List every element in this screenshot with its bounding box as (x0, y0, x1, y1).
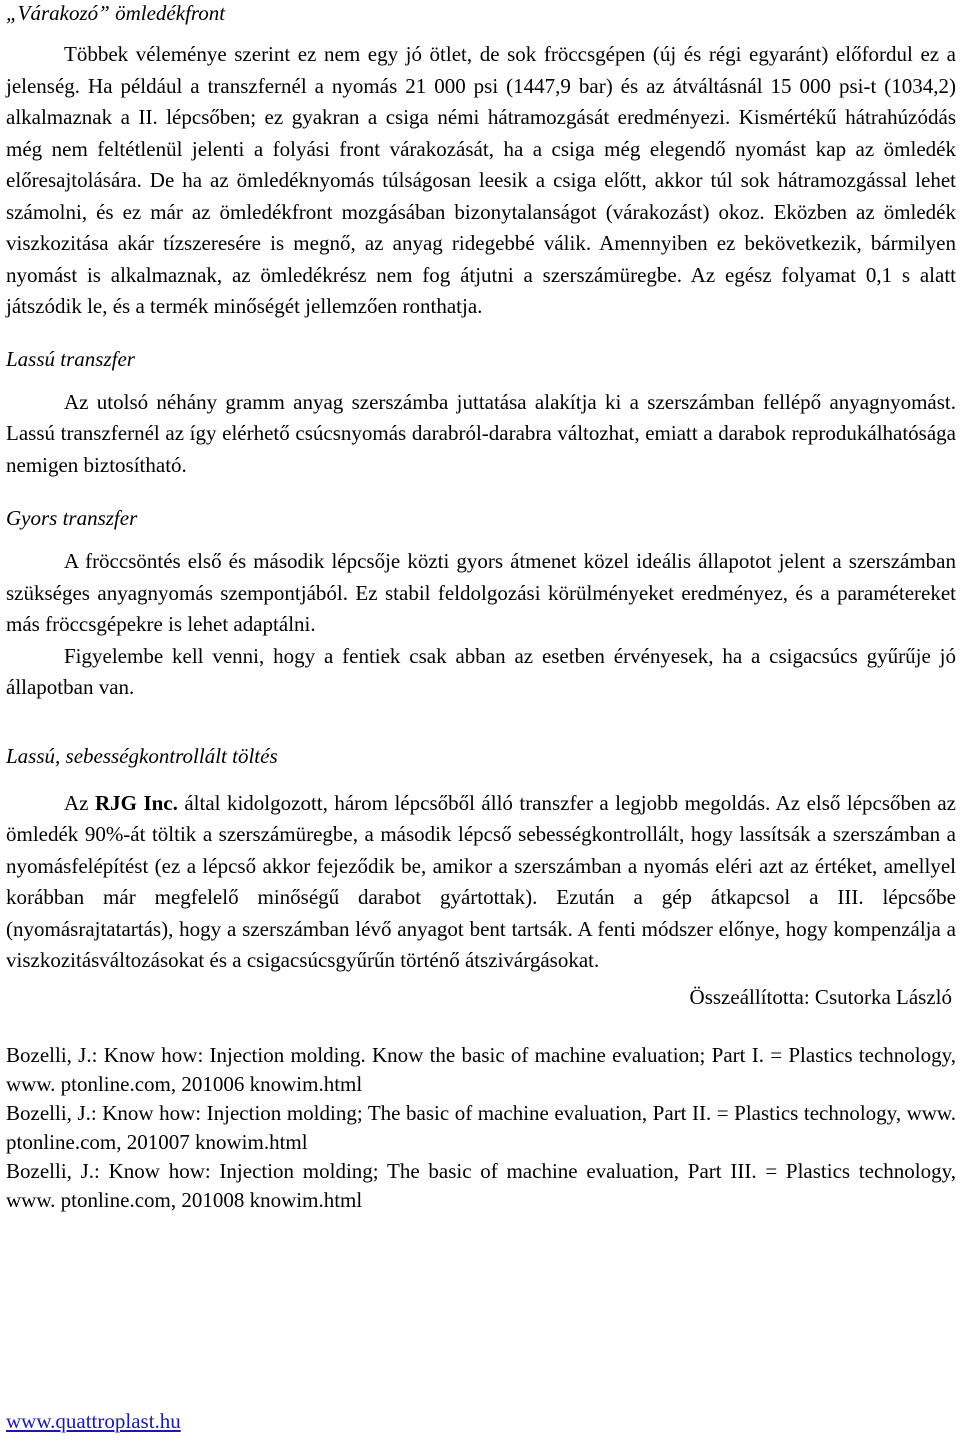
paragraph-varakozo: Többek véleménye szerint ez nem egy jó ötlet, de sok fröccsgépen (új és régi egyaránt) előfordul ez a jelenség. Ha például a transzfernél a nyomás 21 000 psi (1447,9 bar) és az átváltásnál 15 000 psi-t (1034,2) alkalmaznak a II. lépcsőben; ez gyakran a csiga némi hátramozgását eredményezi. Kismértékű hátrahúzódás még nem feltétlenül jelenti a folyási front várakozását, ha a csiga még elegendő nyomást kap az ömledék előresajtolására. De ha az ömledéknyomás túlságosan leesik a csiga előtt, akkor túl sok hátramozgással lehet számolni, és ez már az ömledékfront mozgásában bizonytalanságot (várakozást) okoz. Eközben az ömledék viszkozitása akár tízszeresére is megnő, az anyag ridegebbé válik. Amennyiben ez bekövetkezik, bármilyen nyomást is alkalmaznak, az ömledékrész nem fog átjutni a szerszámüregbe. Az egész folyamat 0,1 s alatt játszódik le, és a termék minőségét jellemzően ronthatja. (6, 42, 956, 318)
section-heading-sebessegkontrollalt: Lassú, sebességkontrollált töltés (6, 743, 278, 768)
paragraph-prefix: Az (64, 790, 95, 815)
paragraph-gyors-transzfer-1: A fröccsöntés első és második lépcsője közti gyors átmenet közel ideális állapotot jelent a szerszámban szükséges anyagnyomás szempontjából. Ez stabil feldolgozási körülményeket eredményez, és a paramétereket más fröccsgépekre is lehet adaptálni. (6, 549, 956, 636)
paragraph-rest: által kidolgozott, három lépcsőből álló transzfer a legjobb megoldás. Az első lépcsőben az ömledék 90%-át töltik a szerszámüregbe, a második lépcső sebességkontrollált, hogy lassítsák a szerszámban a nyomásfelépítést (ez a lépcső akkor fejeződik be, amikor a szerszámban a nyomás eléri azt az értéket, amellyel korábban már megfelelő minőségű darabot gyártottak). Ezután a gép átkapcsol a III. lépcsőbe (nyomásrajtatartás), hogy a szerszámban lévő anyagot bent tartsák. A fenti módszer előnye, hogy kompenzálja a viszkozitásváltozásokat és a csigacsúcsgyűrűn történő átszivárgásokat. (6, 790, 956, 972)
document-page (6, 0, 956, 1215)
paragraph-lassu-transzfer: Az utolsó néhány gramm anyag szerszámba juttatása alakítja ki a szerszámban fellépő anyagnyomást. Lassú transzfernél az így elérhető csúcsnyomás darabról-darabra változhat, emiatt a darabok reprodukálhatósága nemigen biztosítható. (6, 389, 956, 477)
reference-item-3: Bozelli, J.: Know how: Injection molding; The basic of machine evaluation, Part III. = Plastics technology, www. ptonline.com, 201008 knowim.html (6, 1158, 956, 1212)
website-link[interactable]: www.quattroplast.hu (6, 1409, 181, 1433)
section-heading-lassu-transzfer: Lassú transzfer (6, 346, 135, 371)
paragraph-sebessegkontrollalt (6, 788, 956, 977)
section-heading-gyors-transzfer: Gyors transzfer (6, 506, 138, 530)
author-signature: Összeállította: Csutorka László (689, 984, 952, 1009)
section-heading-varakozo: „Várakozó” ömledékfront (6, 1, 226, 25)
reference-item-1: Bozelli, J.: Know how: Injection molding. Know the basic of machine evaluation; Part I. = Plastics technology, www. ptonline.com, 201006 knowim.html (6, 1042, 956, 1096)
reference-item-2: Bozelli, J.: Know how: Injection molding; The basic of machine evaluation, Part II. = Plastics technology, www. ptonline.com, 201007 knowim.html (6, 1100, 956, 1154)
references-list (6, 1041, 956, 1215)
paragraph-gyors-transzfer-2: Figyelembe kell venni, hogy a fentiek csak abban az esetben érvényesek, ha a csigacsúcs gyűrűje jó állapotban van. (6, 643, 956, 699)
company-name-bold: RJG Inc. (94, 790, 178, 815)
